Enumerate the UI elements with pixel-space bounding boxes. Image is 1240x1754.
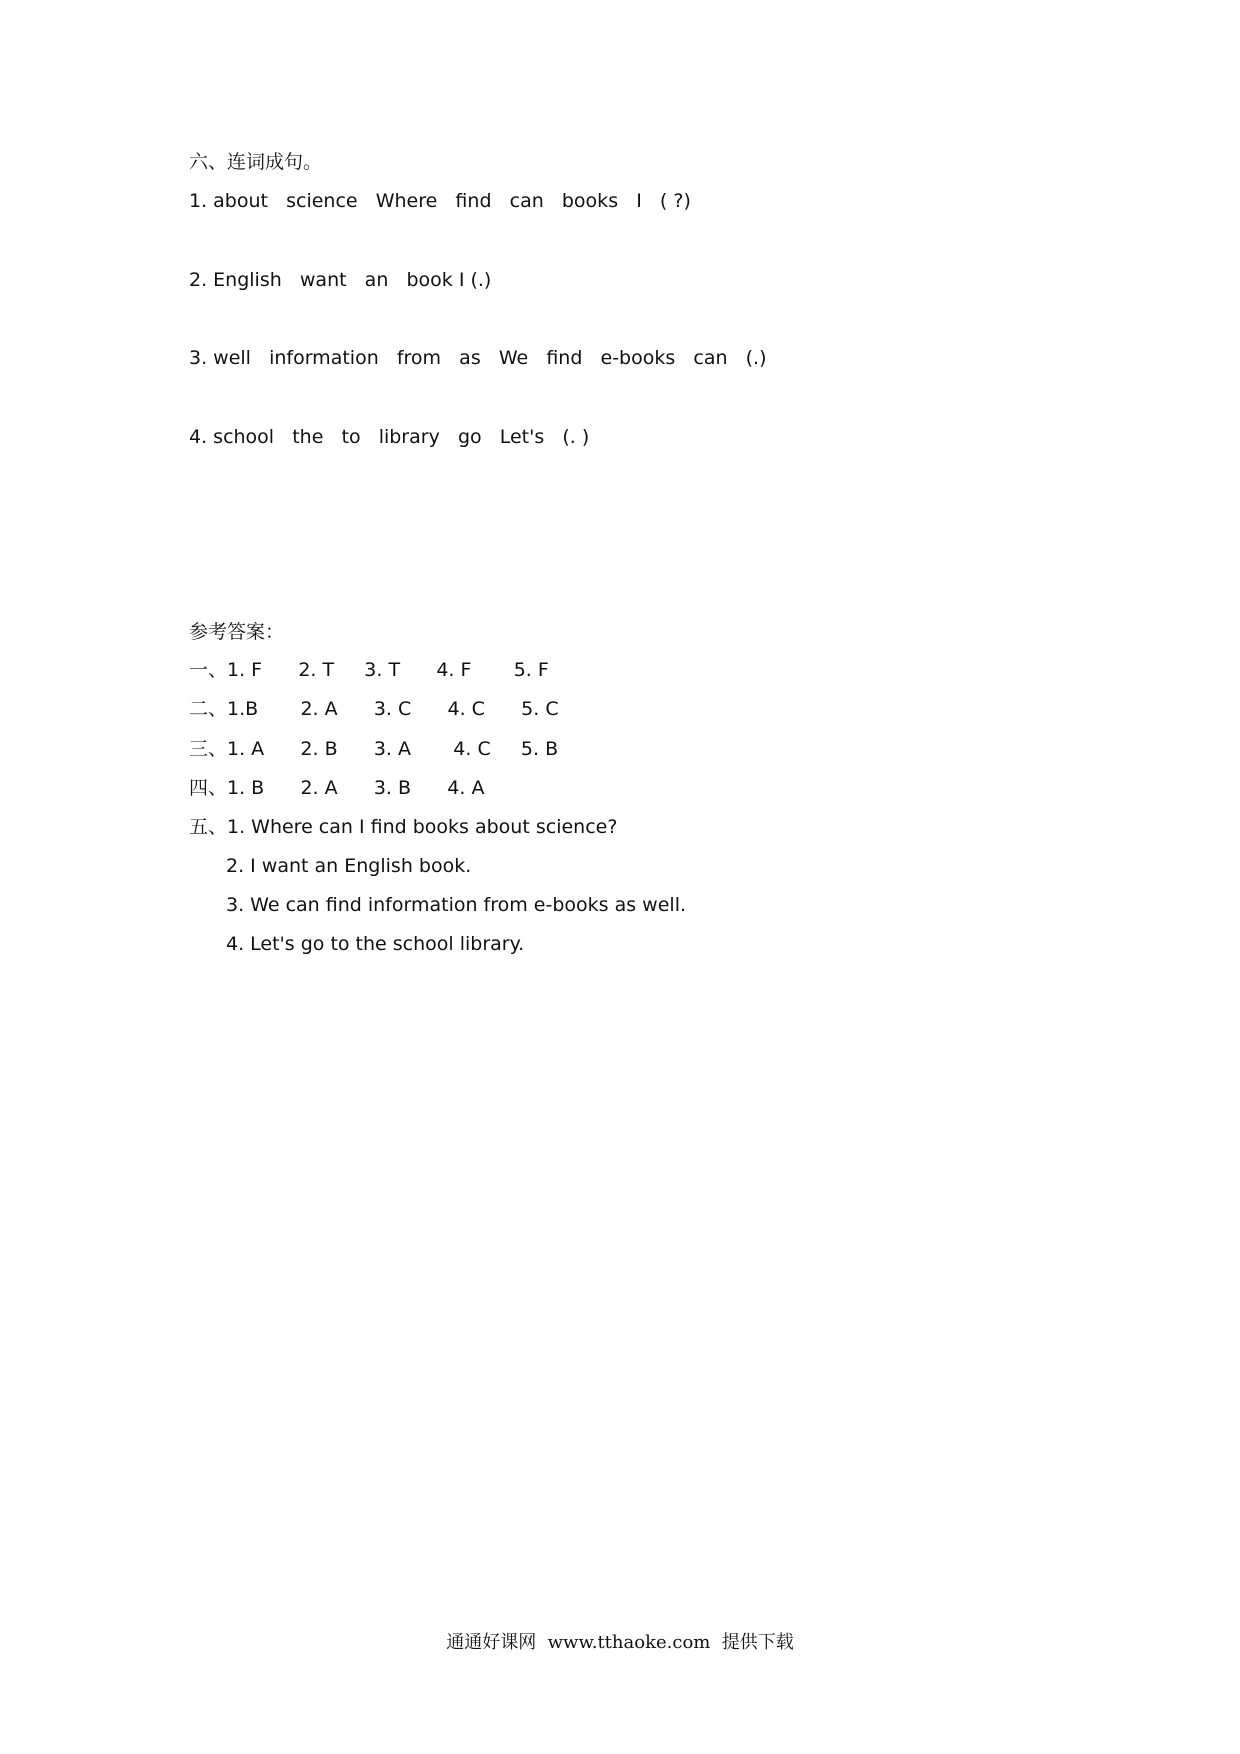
answer-line-5: 五、1. Where can I find books about science? bbox=[189, 816, 618, 838]
question-1: 1. about science Where find can books I ( ?) bbox=[189, 190, 691, 212]
answer-line-2: 二、1.B 2. A 3. C 4. C 5. C bbox=[189, 698, 559, 720]
question-4: 4. school the to library go Let's (. ) bbox=[189, 426, 590, 448]
section-title: 六、连词成句。 bbox=[189, 151, 323, 173]
answer-line-1: 一、1. F 2. T 3. T 4. F 5. F bbox=[189, 659, 549, 681]
answer-line-5-4: 4. Let's go to the school library. bbox=[226, 933, 525, 955]
answer-line-3: 三、1. A 2. B 3. A 4. C 5. B bbox=[189, 738, 559, 760]
footer-text: 通通好课网 www.tthaoke.com 提供下载 bbox=[446, 1632, 794, 1653]
question-3: 3. well information from as We find e-books can (.) bbox=[189, 347, 767, 369]
answer-line-4: 四、1. B 2. A 3. B 4. A bbox=[189, 777, 485, 799]
answer-line-5-3: 3. We can find information from e-books as well. bbox=[226, 894, 687, 916]
question-2: 2. English want an book I (.) bbox=[189, 269, 492, 291]
answers-title: 参考答案： bbox=[189, 621, 285, 643]
answer-line-5-2: 2. I want an English book. bbox=[226, 855, 472, 877]
